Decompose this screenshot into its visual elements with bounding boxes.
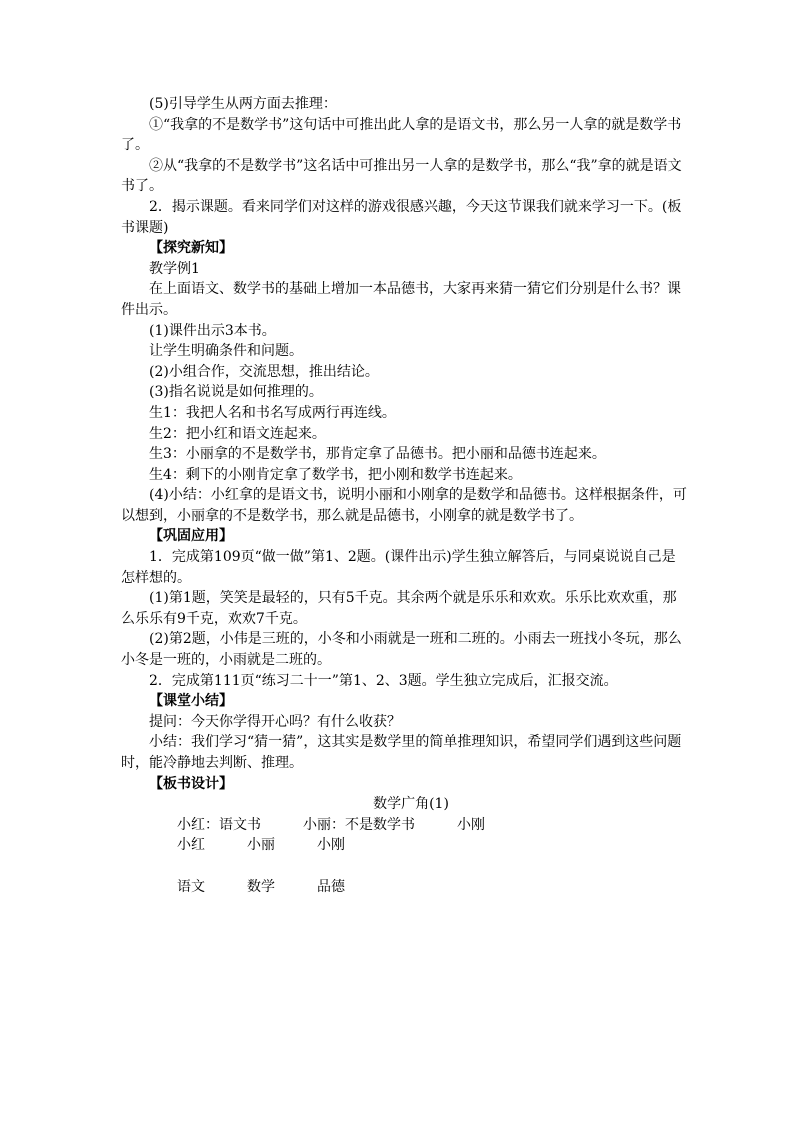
section-heading-apply: 【巩固应用】: [149, 528, 233, 545]
board-book: 数学: [247, 878, 275, 895]
paragraph: 教学例1: [149, 260, 200, 277]
board-books-row: [121, 877, 687, 898]
board-person: 小丽: [247, 837, 275, 854]
board-book: 品德: [317, 878, 345, 895]
paragraph: ②从“我拿的不是数学书”这名话中可推出另一人拿的是数学书，那么“我”拿的就是语文书了。: [121, 157, 682, 195]
board-spacer: [121, 856, 687, 877]
paragraph: 提问：今天你学得开心吗？有什么收获？: [149, 713, 401, 730]
board-line-1: [121, 815, 687, 836]
section-heading-summary: 【课堂小结】: [149, 693, 233, 710]
paragraph: (2)小组合作，交流思想，推出结论。: [149, 363, 379, 380]
board-cell: 小刚: [457, 816, 485, 833]
paragraph: 生4：剩下的小刚肯定拿了数学书，把小刚和数学书连起来。: [149, 466, 522, 483]
board-person: 小红: [177, 837, 205, 854]
board-title: 数学广角(1): [373, 796, 449, 813]
board-people-row: [121, 835, 687, 856]
paragraph: 生2：把小红和语文连起来。: [149, 425, 326, 442]
paragraph: (3)指名说说是如何推理的。: [149, 384, 323, 401]
paragraph: 生1：我把人名和书名写成两行再连线。: [149, 404, 396, 421]
paragraph: 小结：我们学习“猜一猜”，这其实是数学里的简单推理知识，希望同学们遇到这些问题时，能冷静地去判断、推理。: [121, 734, 682, 771]
section-heading-explore: 【探究新知】: [149, 240, 233, 257]
paragraph: ①“我拿的不是数学书”这句话中可推出此人拿的是语文书，那么另一人拿的就是数学书了。: [121, 116, 682, 154]
board-book: 语文: [177, 878, 205, 895]
paragraph: 在上面语文、数学书的基础上增加一本品德书，大家再来猜一猜它们分别是什么书？课件出示。: [121, 281, 681, 318]
paragraph: (2)第2题，小伟是三班的，小冬和小雨就是一班和二班的。小雨去一班找小冬玩，那么小冬是一班的，小雨就是二班的。: [121, 631, 682, 669]
board-cell: 小丽：不是数学书: [303, 816, 415, 833]
document-body: [121, 94, 687, 897]
paragraph: 1．完成第109页“做一做”第1、2题。(课件出示)学生独立解答后，与同桌说说自己是怎样想的。: [121, 549, 676, 586]
section-heading-board: 【板书设计】: [149, 775, 233, 792]
paragraph: 2．完成第111页“练习二十一”第1、2、3题。学生独立完成后，汇报交流。: [149, 672, 618, 689]
board-cell: 小红：语文书: [177, 816, 261, 833]
paragraph: 让学生明确条件和问题。: [149, 343, 303, 360]
paragraph: (1)第1题，笑笑是最轻的，只有5千克。其余两个就是乐乐和欢欢。乐乐比欢欢重，那么乐乐有9千克，欢欢7千克。: [121, 590, 677, 627]
paragraph: (4)小结：小红拿的是语文书，说明小丽和小刚拿的是数学和品德书。这样根据条件，可以想到，小丽拿的不是数学书，那么就是品德书，小刚拿的就是数学书了。: [121, 487, 687, 524]
board-person: 小刚: [317, 837, 345, 854]
paragraph: 2．揭示课题。看来同学们对这样的游戏很感兴趣，今天这节课我们就来学习一下。(板书课题): [121, 198, 682, 236]
paragraph: (1)课件出示3本书。: [149, 322, 276, 339]
paragraph: 生3：小丽拿的不是数学书，那肯定拿了品德书。把小丽和品德书连起来。: [149, 446, 606, 463]
paragraph: (5)引导学生从两方面去推理：: [149, 96, 337, 112]
